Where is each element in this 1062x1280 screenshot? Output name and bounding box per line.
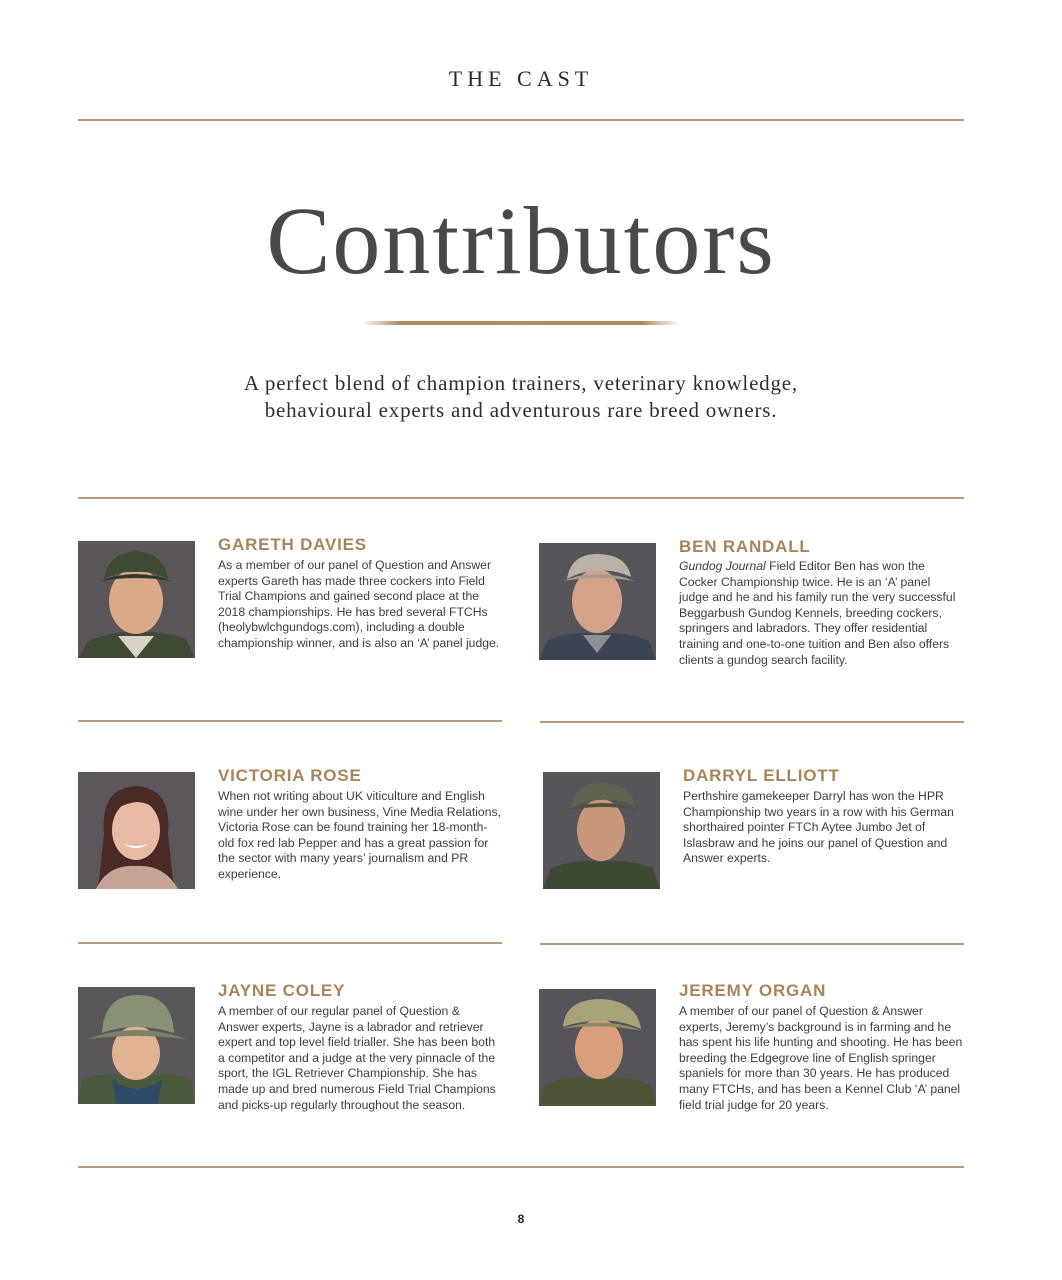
brush-divider [362,321,680,325]
contributor-bio: When not writing about UK viticulture and English wine under her own business, Vine Media Relations, Victoria Rose can be found training her 18-month-old fox red lab Pepper and has a great passion for the sector with many years’ journalism and PR experience. [218,789,501,881]
portrait-image [78,772,195,889]
page-number: 8 [517,1212,525,1226]
contributor-name: GARETH DAVIES [218,535,367,554]
intro-line-2: behavioural experts and adventurous rare breed owners. [264,398,778,422]
portrait-victoria-rose [78,772,195,889]
footer-rule [78,1166,964,1168]
publication-title: Gundog Journal [679,559,766,573]
row-rule-right [540,721,964,723]
page-headline: Contributors [266,187,776,294]
contributor-bio: A member of our panel of Question & Answer experts, Jeremy’s background is in farming and he has spent his life hunting and shooting. He has been breeding the Edgegrove line of English springer spaniels for more than 30 years. He has produced many FTCHs, and has been a Kennel Club ‘A’ panel field trial judge for 20 years. [679,1004,963,1112]
intro-text [160,370,882,424]
intro-line-1: A perfect blend of champion trainers, veterinary knowledge, [244,371,798,395]
portrait-darryl-elliott [543,772,660,889]
contributor-bio: As a member of our panel of Question and Answer experts Gareth has made three cockers into Field Trial Champions and gained second place at the 2018 championships. He has bred several FTCHs (heolybwlchgundogs.com), including a double championship winner, and is also an ‘A’ panel judge. [218,558,500,650]
bio-text: Field Editor Ben has won the Cocker Championship twice. He is an ‘A’ panel judge and he and his family run the very successful Beggarbush Gundog Kennels, breeding cockers, springers and labradors. They offer residential training and one-to-one tuition and Ben also offers clients a gundog search facility. [679,559,956,667]
contributor-bio: Perthshire gamekeeper Darryl has won the HPR Championship two years in a row with his German shorthaired pointer FTCh Aytee Jumbo Jet of Islasbraw and he joins our panel of Question and Answer experts. [683,789,954,866]
portrait-jayne-coley [78,987,195,1104]
portrait-image [539,543,656,660]
portrait-gareth-davies [78,541,195,658]
contributor-name: BEN RANDALL [679,537,811,556]
portrait-image [543,772,660,889]
row-rule-right [540,943,964,945]
portrait-jeremy-organ [539,989,656,1106]
portrait-image [78,987,195,1104]
portrait-image [539,989,656,1106]
portrait-image [78,541,195,658]
portrait-ben-randall [539,543,656,660]
row-rule-left [78,942,502,944]
contributor-bio [679,559,963,668]
header-rule [78,119,964,121]
contributor-name: JEREMY ORGAN [679,981,827,1000]
section-title: THE CAST [448,66,594,91]
contributor-name: VICTORIA ROSE [218,766,362,785]
row-rule-left [78,720,502,722]
contributor-name: JAYNE COLEY [218,981,346,1000]
contributor-name: DARRYL ELLIOTT [683,766,840,785]
intro-rule [78,497,964,499]
contributor-bio: A member of our regular panel of Question & Answer experts, Jayne is a labrador and retriever expert and top level field trialler. She has been both a competitor and a judge at the very pinnacle of the sport, the IGL Retriever Championship. She has made up and bred numerous Field Trial Champions and picks-up regularly throughout the season. [218,1004,496,1112]
